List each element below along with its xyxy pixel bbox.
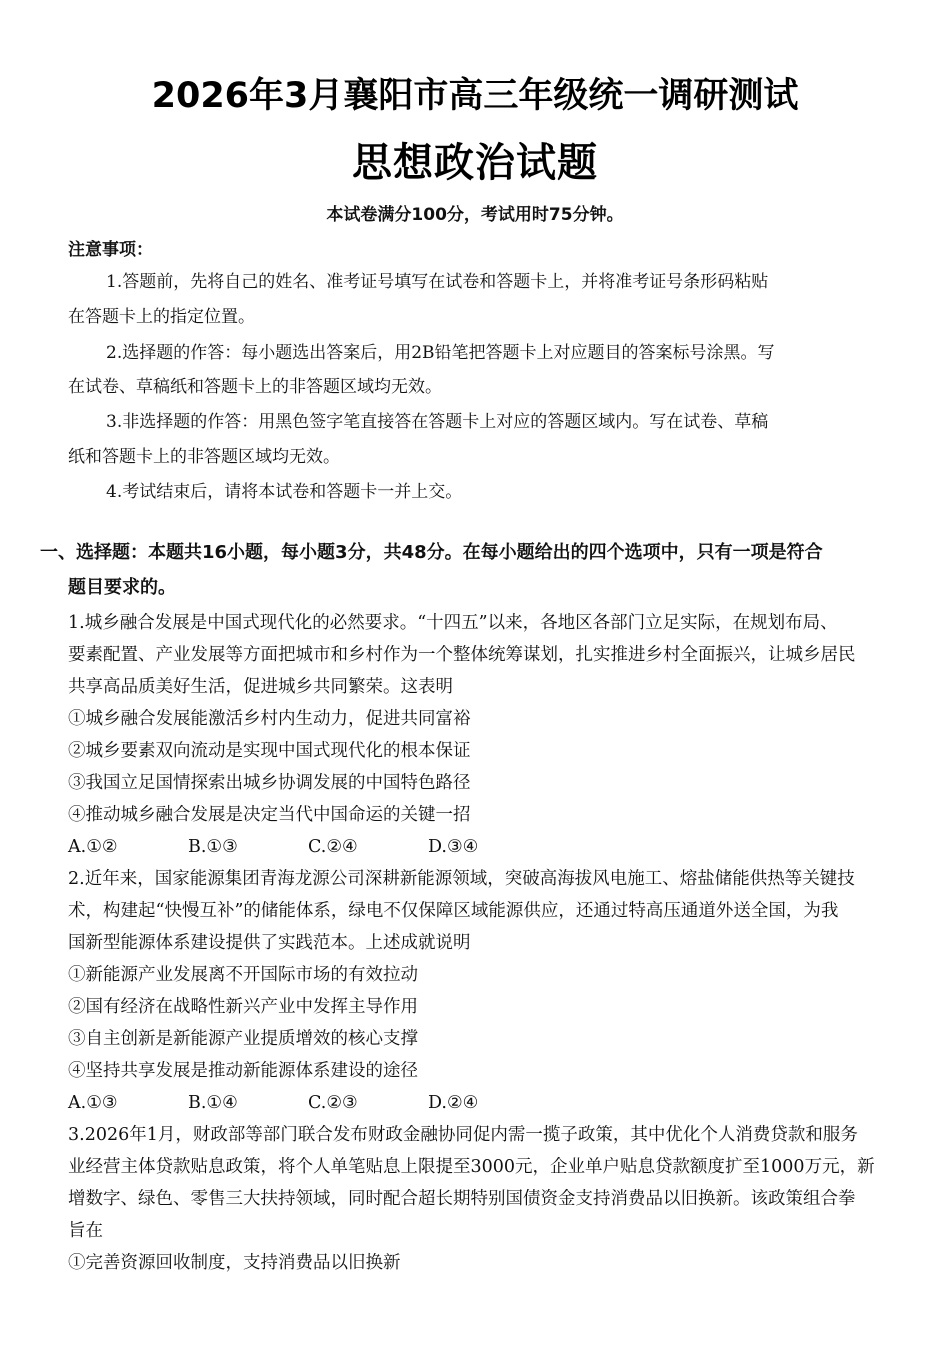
question-1-stem: 共享高品质美好生活，促进城乡共同繁荣。这表明 — [68, 677, 453, 697]
notice-line: 1.答题前，先将自己的姓名、准考证号填写在试卷和答题卡上，并将准考证号条形码粘贴 — [106, 272, 769, 292]
question-3-stem: 业经营主体贷款贴息政策，将个人单笔贴息上限提至3000元，企业单户贴息贷款额度扩至1000万元，新 — [68, 1157, 875, 1177]
notice-line: 2.选择题的作答：每小题选出答案后，用2B铅笔把答题卡上对应题目的答案标号涂黑。写 — [106, 343, 775, 363]
notice-line: 在答题卡上的指定位置。 — [68, 307, 255, 327]
choice-a: A.①② — [68, 837, 118, 857]
choice-d: D.③④ — [428, 837, 479, 857]
question-2-statement: ②国有经济在战略性新兴产业中发挥主导作用 — [68, 997, 418, 1017]
question-2-choices — [68, 1092, 568, 1114]
question-1-stem: 要素配置、产业发展等方面把城市和乡村作为一个整体统筹谋划，扎实推进乡村全面振兴，让城乡居民 — [68, 645, 856, 665]
exam-title: 2026年3月襄阳市高三年级统一调研测试 — [151, 76, 799, 116]
question-1-statement: ②城乡要素双向流动是实现中国式现代化的根本保证 — [68, 741, 471, 761]
choice-b: B.①④ — [188, 1093, 238, 1113]
section-heading-cont: 题目要求的。 — [68, 577, 176, 598]
choice-b: B.①③ — [188, 837, 238, 857]
notice-heading: 注意事项： — [68, 240, 153, 260]
question-2-statement: ④坚持共享发展是推动新能源体系建设的途径 — [68, 1061, 418, 1081]
section-heading: 一、选择题：本题共16小题，每小题3分，共48分。在每小题给出的四个选项中，只有一项是符合 — [40, 542, 823, 563]
question-1-statement: ④推动城乡融合发展是决定当代中国命运的关键一招 — [68, 805, 471, 825]
question-1-choices — [68, 836, 568, 858]
choice-a: A.①③ — [68, 1093, 118, 1113]
question-3-stem: 旨在 — [68, 1221, 103, 1241]
question-1-stem: 1.城乡融合发展是中国式现代化的必然要求。“十四五”以来，各地区各部门立足实际，在规划布局、 — [68, 613, 838, 633]
question-2-stem: 术，构建起“快慢互补”的储能体系，绿电不仅保障区域能源供应，还通过特高压通道外送全国，为我 — [68, 901, 839, 921]
question-2-stem: 2.近年来，国家能源集团青海龙源公司深耕新能源领域，突破高海拔风电施工、熔盐储能供热等关键技 — [68, 869, 855, 889]
question-3-statement: ①完善资源回收制度，支持消费品以旧换新 — [68, 1253, 401, 1273]
question-1-statement: ③我国立足国情探索出城乡协调发展的中国特色路径 — [68, 773, 471, 793]
notice-line: 纸和答题卡上的非答题区域均无效。 — [68, 447, 340, 467]
notice-line: 4.考试结束后，请将本试卷和答题卡一并上交。 — [106, 482, 463, 502]
question-2-statement: ①新能源产业发展离不开国际市场的有效拉动 — [68, 965, 418, 985]
question-2-stem: 国新型能源体系建设提供了实践范本。上述成就说明 — [68, 933, 471, 953]
question-3-stem: 3.2026年1月，财政部等部门联合发布财政金融协同促内需一揽子政策，其中优化个人消费贷款和服务 — [68, 1125, 858, 1145]
question-2-statement: ③自主创新是新能源产业提质增效的核心支撑 — [68, 1029, 418, 1049]
choice-c: C.②③ — [308, 1093, 358, 1113]
question-1-statement: ①城乡融合发展能激活乡村内生动力，促进共同富裕 — [68, 709, 471, 729]
choice-c: C.②④ — [308, 837, 358, 857]
exam-info: 本试卷满分100分，考试用时75分钟。 — [326, 205, 624, 225]
notice-line: 3.非选择题的作答：用黑色签字笔直接答在答题卡上对应的答题区域内。写在试卷、草稿 — [106, 412, 769, 432]
choice-d: D.②④ — [428, 1093, 479, 1113]
subject-title: 思想政治试题 — [352, 140, 598, 186]
question-3-stem: 增数字、绿色、零售三大扶持领域，同时配合超长期特别国债资金支持消费品以旧换新。该政策组合拳 — [68, 1189, 856, 1209]
notice-line: 在试卷、草稿纸和答题卡上的非答题区域均无效。 — [68, 377, 442, 397]
